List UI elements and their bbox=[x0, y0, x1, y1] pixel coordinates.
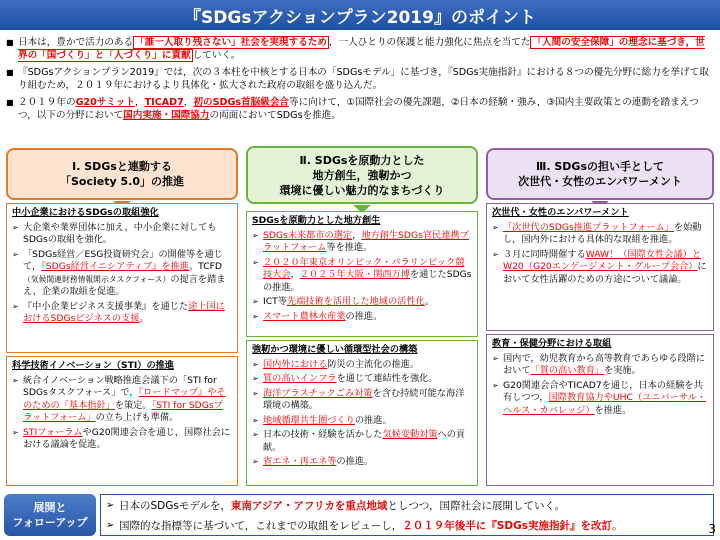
list-item-text: 日本のSDGsモデルを， bbox=[119, 500, 231, 512]
list-item-highlight: 国内外における bbox=[263, 358, 328, 370]
list-item-text: を含む持続可能な海洋環境の構築。 bbox=[263, 387, 465, 411]
list-item-highlight: 『SDGs経営イニシアティブ』を推進 bbox=[41, 261, 189, 272]
empowerment-box bbox=[486, 203, 714, 331]
triangle-bullet-icon: ➢ bbox=[252, 257, 259, 267]
list-item-highlight: 「質の高い教育」 bbox=[530, 365, 605, 376]
sme-sdgs-box bbox=[6, 203, 238, 353]
pillar-1-subtitle: 「Society 5.0」の推進 bbox=[60, 175, 184, 188]
triangle-bullet-icon: ➢ bbox=[492, 249, 499, 259]
intro-text: の両面においてSDGsを推進。 bbox=[209, 110, 341, 121]
intro-item-1 bbox=[6, 36, 714, 62]
list-item bbox=[252, 373, 472, 386]
list-item-highlight: 途上国におけるSDGsビジネスの支援 bbox=[23, 300, 225, 324]
list-item-text: を通じたSDGsの推進。 bbox=[263, 269, 472, 293]
intro-text: 日本は，豊かで活力のある bbox=[18, 37, 134, 48]
list-item bbox=[12, 427, 232, 452]
list-item bbox=[492, 222, 708, 247]
list-item-text: の推進。 bbox=[345, 310, 383, 322]
list-item-text: の推進。 bbox=[354, 414, 392, 426]
list-item bbox=[12, 249, 232, 299]
list-item-highlight: 海洋プラスチックごみ対策 bbox=[263, 387, 373, 399]
list-item-highlight: ２０２０年東京オリンピック・パラリンピック競技大会 bbox=[263, 256, 465, 280]
list-item-text: 日本の技術・経験を活かした bbox=[263, 429, 383, 440]
page-number: 3 bbox=[708, 522, 716, 536]
page-title: 『SDGsアクションプラン2019』のポイント bbox=[0, 0, 720, 30]
list-item bbox=[492, 249, 708, 287]
list-item bbox=[12, 375, 232, 425]
triangle-bullet-icon: ➢ bbox=[252, 230, 259, 240]
intro-highlight: 「誰一人取り残さない」社会を実現するため bbox=[135, 37, 327, 48]
list-item-highlight: 気候変動対策 bbox=[382, 429, 438, 440]
triangle-bullet-icon: ➢ bbox=[492, 380, 499, 390]
list-item bbox=[252, 415, 472, 428]
pillar-3-title: Ⅲ. SDGsの担い手として bbox=[535, 160, 665, 173]
intro-text: していく。 bbox=[192, 50, 241, 61]
pillar-2-subtitle: 環境に優しい魅力的なまちづくり bbox=[279, 183, 445, 197]
list-item-text: 等を推進。 bbox=[326, 242, 373, 253]
pillar-1-title: Ⅰ. SDGsと連動する bbox=[72, 160, 172, 173]
list-item-highlight: STIフォーラム bbox=[23, 426, 83, 438]
triangle-bullet-icon: ➢ bbox=[252, 297, 259, 306]
list-item-highlight: 地方創生SDGs官民連携プラットフォーム bbox=[263, 229, 469, 253]
list-item bbox=[252, 359, 472, 372]
list-item bbox=[252, 257, 472, 295]
list-item-text: の提言を踏まえ，企業の取組を促進。 bbox=[23, 273, 226, 297]
list-item bbox=[492, 380, 708, 418]
pillar-3-header bbox=[486, 148, 714, 200]
intro-highlight: 初のSDGs首脳級会合 bbox=[193, 97, 290, 108]
list-item-text: 。 bbox=[611, 520, 623, 532]
square-bullet-icon: ■ bbox=[6, 68, 14, 77]
list-item-text: の推進。 bbox=[336, 456, 374, 467]
intro-highlight: 国内実施・国際協力 bbox=[123, 110, 210, 121]
box-title: 科学技術イノベーション（STI）の推進 bbox=[12, 360, 175, 371]
square-bullet-icon: ■ bbox=[6, 98, 14, 107]
list-item-text: 大企業や業界団体に加え，中小企業に対してもSDGsの取組を強化。 bbox=[23, 221, 217, 245]
list-item-highlight: SDGs未来都市の選定 bbox=[263, 229, 353, 241]
intro-item-3 bbox=[6, 96, 714, 122]
triangle-bullet-icon: ➢ bbox=[12, 249, 19, 259]
list-item-text: 防災の主流化の推進。 bbox=[327, 358, 420, 370]
list-item bbox=[106, 497, 708, 515]
intro-highlight: TICAD7 bbox=[144, 97, 184, 108]
list-item-text: としつつ，国際社会に展開していく。 bbox=[387, 500, 566, 512]
list-item-highlight: 東南アジア・アフリカを重点地域 bbox=[230, 500, 388, 512]
follow-up-box bbox=[100, 494, 714, 536]
follow-up-label-line: フォローアップ bbox=[12, 516, 88, 529]
list-item-text: ３月に同時開催する bbox=[503, 248, 586, 260]
list-item-text: 。 bbox=[424, 296, 434, 307]
follow-up-label bbox=[4, 494, 96, 536]
list-item-highlight: 省エネ・再エネ等 bbox=[263, 456, 337, 467]
list-item-text: 『中小企業ビジネス支援事業』を通じた bbox=[23, 300, 189, 312]
list-item-highlight: ２０２５年大阪・関西万博 bbox=[299, 269, 410, 280]
list-item-highlight: 「STI for SDGsプラットフォーム」 bbox=[23, 399, 223, 423]
intro-highlight: 「人間の安全保障」の理念に基づき，世界の「国づくり」と「人づくり」に貢献 bbox=[18, 37, 705, 61]
square-bullet-icon: ■ bbox=[6, 38, 14, 47]
triangle-bullet-icon: ➢ bbox=[12, 375, 19, 385]
list-item-text: 。TCFD bbox=[188, 261, 222, 272]
intro-text: ， bbox=[134, 97, 145, 108]
follow-up-label-line: 展開と bbox=[33, 501, 67, 514]
box-title: 教育・保健分野における取組 bbox=[492, 338, 612, 349]
list-item-text: ， bbox=[290, 269, 300, 280]
list-item-text: を策定。 bbox=[114, 399, 152, 411]
triangle-bullet-icon: ➢ bbox=[106, 520, 115, 531]
triangle-bullet-icon: ➢ bbox=[492, 222, 499, 232]
sti-box bbox=[6, 356, 238, 486]
list-item-text: を実施。 bbox=[604, 365, 641, 376]
triangle-bullet-icon: ➢ bbox=[252, 359, 259, 369]
triangle-bullet-icon: ➢ bbox=[252, 430, 259, 439]
list-item bbox=[252, 388, 472, 413]
education-health-box bbox=[486, 334, 714, 486]
intro-highlight: G20サミット bbox=[75, 97, 135, 108]
list-item-highlight: 国際教育協力やUHC（ユニバーサル・ヘルス・カバレッジ） bbox=[503, 392, 706, 416]
list-item bbox=[252, 296, 472, 309]
intro-text: 『SDGsアクションプラン2019』では，次の３本柱を中核とする日本の「SDGsモデル」に基づき，『SDGs実施指針』における８つの優先分野に総力を挙げて取り組むため，２０１９年におけるより具体化・拡大された政府の取組を盛り込んだ。 bbox=[18, 67, 709, 91]
list-item-text: を推進。 bbox=[594, 404, 632, 416]
resilient-society-box bbox=[246, 340, 478, 486]
list-item-text: やG20関連会合を通じ，国際社会における議論を促進。 bbox=[23, 426, 230, 450]
box-title: 中小企業におけるSDGsの取組強化 bbox=[12, 207, 159, 218]
list-item bbox=[492, 353, 708, 378]
list-item-highlight: スマート農林水産業 bbox=[263, 310, 346, 322]
intro-text: ２０１９年の bbox=[18, 97, 76, 108]
triangle-bullet-icon: ➢ bbox=[252, 457, 259, 466]
triangle-bullet-icon: ➢ bbox=[12, 427, 19, 437]
list-item-highlight: 『ロードマップ』やそのための「基本指針」 bbox=[23, 387, 226, 411]
triangle-bullet-icon: ➢ bbox=[252, 374, 259, 383]
list-item bbox=[12, 301, 232, 326]
triangle-bullet-icon: ➢ bbox=[252, 415, 259, 425]
list-item-text: において女性活躍のための方途について議論。 bbox=[503, 261, 707, 285]
list-item-text: 国内で，幼児教育から高等教育であらゆる段階において bbox=[503, 352, 705, 376]
list-item-text: 国際的な指標等に基づいて，これまでの取組をレビューし， bbox=[119, 520, 403, 532]
list-item-note: （気候関連財務情報開示タスクフォース） bbox=[23, 274, 171, 284]
list-item bbox=[252, 429, 472, 454]
pillar-2-title: Ⅱ. SDGsを原動力とした bbox=[299, 153, 425, 167]
triangle-bullet-icon: ➢ bbox=[252, 311, 259, 321]
list-item bbox=[12, 222, 232, 247]
list-item-text: ， bbox=[352, 229, 362, 241]
pillar-1-header bbox=[6, 148, 238, 200]
list-item-text: への貢献。 bbox=[263, 429, 466, 453]
list-item-highlight: ２０１９年後半に『SDGs実施指針』を改訂 bbox=[402, 520, 612, 532]
triangle-bullet-icon: ➢ bbox=[12, 301, 19, 311]
list-item bbox=[252, 230, 472, 255]
pillar-2-subtitle: 地方創生，強靭かつ bbox=[312, 168, 412, 182]
box-title: SDGsを原動力とした地方創生 bbox=[252, 215, 381, 226]
list-item-text: 。 bbox=[139, 313, 149, 324]
list-item-highlight: 先端技術を活用した地域の活性化 bbox=[286, 296, 425, 307]
pillar-3-subtitle: 次世代・女性のエンパワーメント bbox=[518, 175, 682, 188]
list-item-text: 「SDGs経営／ESG投資研究会」の開催等を通じて， bbox=[23, 248, 223, 272]
box-title: 次世代・女性のエンパワーメント bbox=[492, 207, 629, 218]
triangle-bullet-icon: ➢ bbox=[106, 500, 115, 511]
list-item-highlight: 質の高いインフラ bbox=[263, 373, 337, 384]
triangle-bullet-icon: ➢ bbox=[12, 222, 19, 232]
list-item-text: 統合イノベーション戦略推進会議下の「STI for SDGsタスクフォース」で， bbox=[23, 374, 217, 398]
triangle-bullet-icon: ➢ bbox=[252, 388, 259, 398]
list-item-text: ICT等 bbox=[263, 296, 287, 307]
list-item-text: の立ち上げも準備。 bbox=[95, 412, 179, 423]
intro-section bbox=[6, 36, 714, 126]
list-item bbox=[252, 456, 472, 469]
pillar-2-header bbox=[246, 146, 478, 204]
list-item-text: G20関連会合やTICAD7を通じ，日本の経験を共有しつつ， bbox=[503, 379, 703, 403]
list-item bbox=[252, 311, 472, 324]
list-item-text: を始動し，国内外における具体的な取組を推進。 bbox=[503, 221, 702, 245]
list-item bbox=[106, 517, 708, 535]
intro-text: ， bbox=[183, 97, 194, 108]
list-item-highlight: 地域循環共生圏づくり bbox=[263, 414, 355, 426]
box-title: 強靭かつ環境に優しい循環型社会の構築 bbox=[252, 344, 418, 355]
list-item-highlight: WAW！（国際女性会議）とW20（G20エンゲージメント・グループ会合） bbox=[503, 248, 702, 272]
intro-item-2 bbox=[6, 66, 714, 92]
list-item-text: を通じて連結性を強化。 bbox=[336, 373, 438, 384]
intro-text: ，一人ひとりの保護と能力強化に焦点を当てた bbox=[329, 37, 531, 48]
triangle-bullet-icon: ➢ bbox=[492, 353, 499, 363]
list-item-highlight: 「次世代のSDGs推進プラットフォーム」 bbox=[503, 221, 674, 233]
regional-revitalization-box bbox=[246, 211, 478, 337]
intro-text: 等に向けて，①国際社会の優先課題，②日本の経験・強み，③国内主要政策との連動を踏まえつつ，以下の分野において bbox=[18, 97, 699, 121]
